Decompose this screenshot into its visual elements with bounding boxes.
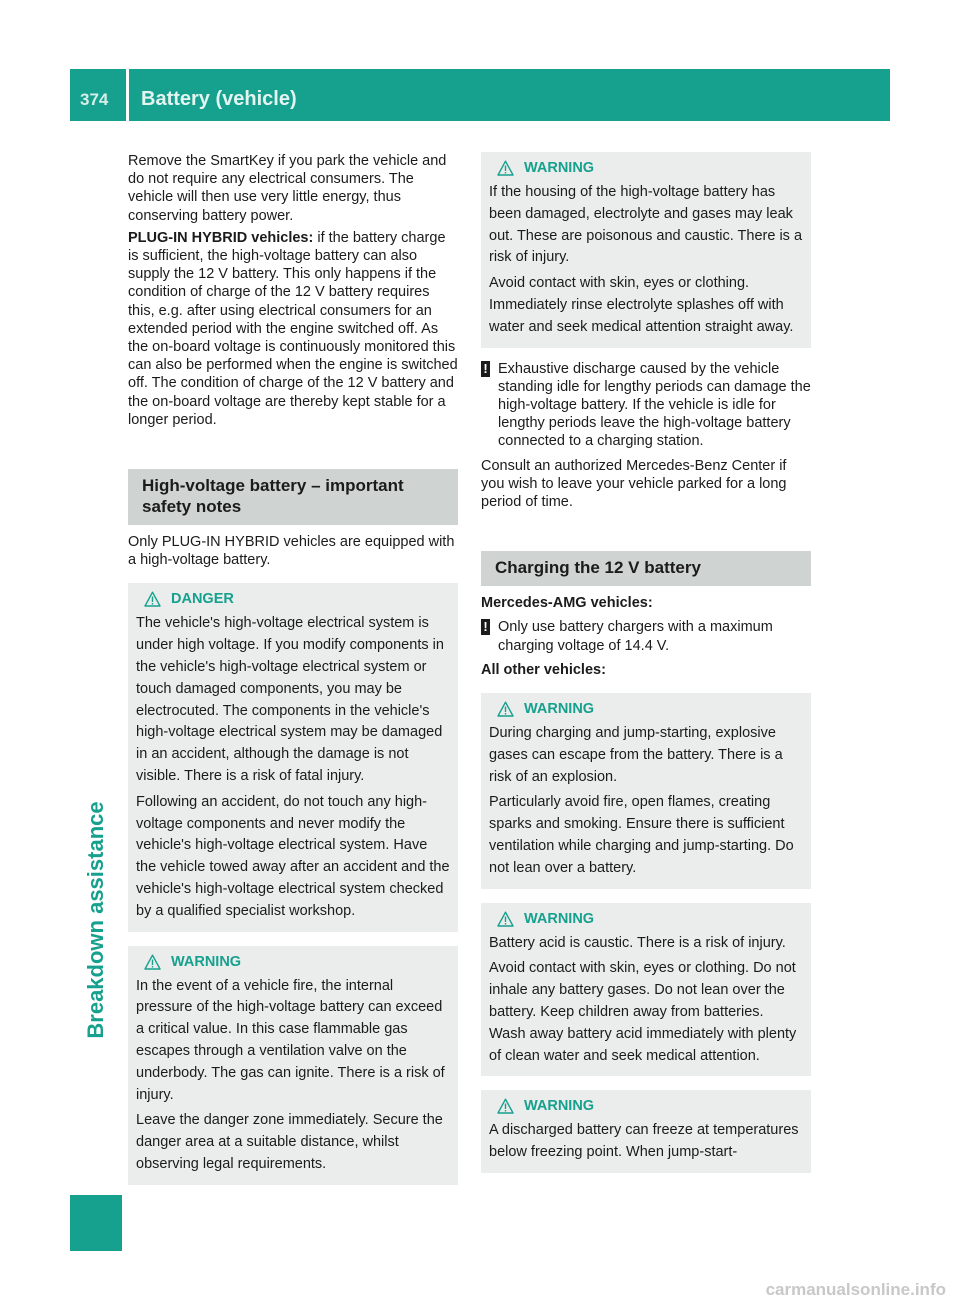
exclamation-icon: !	[481, 619, 490, 635]
paragraph-smartkey: Remove the SmartKey if you park the vehicle and do not require any electrical consumers. The vehicle will then use very little energy, thus conserving battery power.	[128, 153, 447, 224]
right-column	[481, 152, 811, 1185]
section-heading-charging: Charging the 12 V battery	[481, 551, 811, 586]
notice-title: WARNING	[524, 160, 595, 176]
warning-triangle-icon	[497, 160, 514, 176]
warning-triangle-icon	[497, 701, 514, 717]
warning-notice	[481, 693, 811, 889]
notice-title: WARNING	[171, 953, 242, 970]
notice-header	[489, 911, 803, 927]
warning-triangle-icon	[497, 911, 514, 927]
warning-notice	[481, 152, 811, 348]
warning-triangle-icon	[144, 954, 161, 970]
notice-text: During charging and jump-starting, explosive gases can escape from the battery. There is a risk of an explosion.	[489, 725, 783, 785]
note-text: Only use battery chargers with a maximum charging voltage of 14.4 V.	[498, 619, 773, 654]
notice-text: In the event of a vehicle fire, the internal pressure of the high-voltage battery can exceed a critical value. In this case flammable gas escapes through a ventilation valve on the underbody. The gas can ignite. There is a risk of injury.	[136, 977, 445, 1103]
side-tab-label: Breakdown assistance	[83, 801, 108, 1039]
notice-text: Particularly avoid fire, open flames, creating sparks and smoking. Ensure there is sufficient ventilation while charging and jump-starting. Do not lean over a battery.	[489, 794, 794, 876]
amg-label	[481, 594, 811, 612]
notice-title: WARNING	[524, 1098, 595, 1115]
notice-text: A discharged battery can freeze at temperatures below freezing point. When jump-start-	[489, 1122, 799, 1161]
danger-notice	[128, 583, 458, 931]
notice-text: Avoid contact with skin, eyes or clothing. Immediately rinse electrolyte splashes off with water and seek medical attention straight away.	[489, 275, 794, 335]
warning-notice	[481, 1090, 811, 1173]
notice-header	[136, 591, 450, 607]
notice-text: Battery acid is caustic. There is a risk of injury.	[489, 934, 786, 951]
notice-text: The vehicle's high-voltage electrical system is under high voltage. If you modify components in the vehicle's high-voltage electrical system or touch damaged components, you may be electrocuted. The components in the vehicle's high-voltage electrical system may be damaged in an accident, although the damage is not visible. There is a risk of fatal injury.	[136, 615, 444, 785]
caution-note	[481, 618, 811, 654]
notice-text: If the housing of the high-voltage battery has been damaged, electrolyte and gases may leak out. These are poisonous and caustic. There is a risk of injury.	[489, 184, 803, 266]
exclamation-icon: !	[481, 361, 490, 377]
paragraph-plugin-hybrid	[128, 229, 458, 429]
notice-header	[489, 160, 803, 176]
side-tab-block	[70, 1195, 122, 1251]
paragraph-hv-intro: Only PLUG-IN HYBRID vehicles are equipped with a high-voltage battery.	[128, 534, 455, 569]
warning-notice	[128, 946, 458, 1185]
page-title: Battery (vehicle)	[141, 88, 297, 110]
note-text: Exhaustive discharge caused by the vehicle standing idle for lengthy periods can damage the high-voltage battery. If the vehicle is idle for lengthy periods leave the high-voltage battery connected to a charging station.	[498, 360, 811, 450]
notice-title: WARNING	[524, 701, 595, 718]
notice-header	[489, 1098, 803, 1114]
notice-header	[136, 954, 450, 970]
plugin-hybrid-lead: PLUG-IN HYBRID vehicles:	[128, 229, 314, 246]
page-number: 374	[80, 90, 109, 109]
notice-text: Leave the danger zone immediately. Secure the danger area at a suitable distance, whilst observing legal requirements.	[136, 1112, 443, 1172]
watermark: carmanualsonline.info	[765, 1280, 946, 1299]
notice-header	[489, 701, 803, 717]
notice-text: Avoid contact with skin, eyes or clothing. Do not inhale any battery gases. Do not lean over the battery. Keep children away from batteries. Wash away battery acid immediately with plenty of clean water and seek medical attention.	[489, 960, 797, 1064]
other-vehicles-label	[481, 661, 811, 679]
notice-text: Following an accident, do not touch any high-voltage components and never modify the vehicle's high-voltage electrical system. Have the vehicle towed away after an accident and the vehicle's high-voltage electrical system checked by a qualified specialist workshop.	[136, 793, 450, 919]
plugin-hybrid-text: if the battery charge is sufficient, the high-voltage battery can also supply the 12 V battery. This only happens if the condition of charge of the 12 V battery requires this, e.g. after using electrical consumers for an extended period with the engine switched off. As the on-board voltage is continuously monitored this can also be performed when the engine is switched off. The condition of charge of the 12 V battery and the on-board voltage are thereby kept stable for a longer period.	[128, 229, 458, 428]
header-divider	[126, 69, 129, 121]
warning-triangle-icon	[497, 1098, 514, 1114]
other-vehicles-text: All other vehicles:	[481, 661, 606, 678]
paragraph-consult: Consult an authorized Mercedes-Benz Center if you wish to leave your vehicle parked for a long period of time.	[481, 457, 787, 510]
notice-title: WARNING	[524, 910, 595, 927]
amg-label-text: Mercedes-AMG vehicles:	[481, 595, 653, 612]
left-column	[128, 152, 458, 1197]
caution-note	[481, 360, 811, 451]
section-heading-high-voltage: High-voltage battery – important safety notes	[128, 469, 458, 525]
warning-notice	[481, 903, 811, 1077]
warning-triangle-icon	[144, 591, 161, 607]
notice-title: DANGER	[171, 591, 234, 608]
